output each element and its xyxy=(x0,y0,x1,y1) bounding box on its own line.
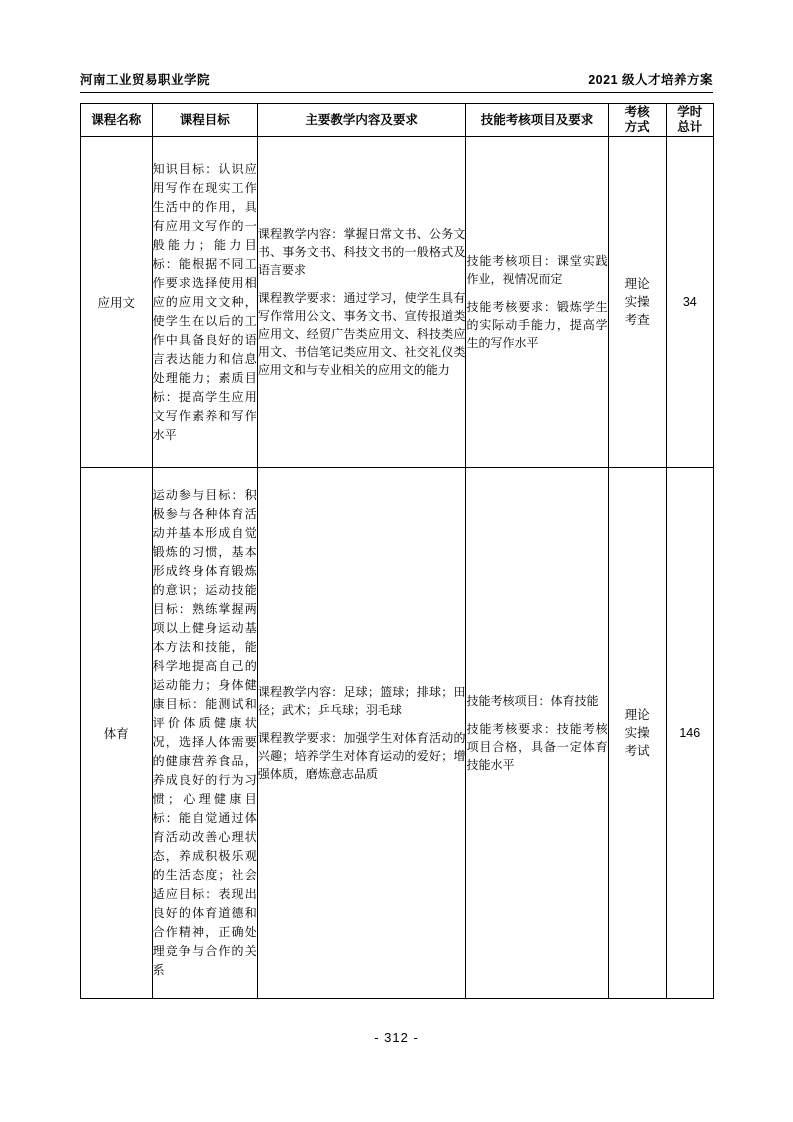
column-header-teaching-content: 主要教学内容及要求 xyxy=(257,104,466,137)
table-row xyxy=(81,137,714,468)
assessment-method xyxy=(608,468,666,999)
assessment-method-line-2: 方式 xyxy=(624,120,650,134)
column-header-course-name: 课程名称 xyxy=(81,104,153,137)
column-header-skill-assessment: 技能考核项目及要求 xyxy=(466,104,608,137)
skill-assessment xyxy=(466,137,608,468)
assessment-method-line-1: 考核 xyxy=(624,105,650,119)
column-header-assessment-method xyxy=(608,104,666,137)
assessment-method-line: 考查 xyxy=(624,313,650,327)
teaching-content xyxy=(257,468,466,999)
page-number: - 312 - xyxy=(374,1030,419,1045)
course-table xyxy=(80,103,714,999)
course-goal-text: 知识目标：认识应用写作在现实工作生活中的作用，具有应用文写作的一般能力；能力目标：能根据不同工作要求选择使用相应的应用文文种，使学生在以后的工作中具备良好的语言表达能力和信息处理能力；素质目标：提高学生应用文写作素养和写作水平 xyxy=(152,161,257,442)
total-hours-line-1: 学时 xyxy=(677,105,703,119)
teaching-content-paragraph: 课程教学内容：足球；篮球；排球；田径；武术；乒乓球；羽毛球 xyxy=(257,685,466,717)
column-header-total-hours xyxy=(666,104,713,137)
course-goal xyxy=(152,137,257,468)
page-footer xyxy=(0,1030,793,1045)
teaching-content-paragraph: 课程教学内容：掌握日常文书、公务文书、事务文书、科技文书的一般格式及语言要求 xyxy=(257,227,466,277)
course-goal xyxy=(152,468,257,999)
skill-assessment-paragraph: 技能考核要求：技能考核项目合格，具备一定体育技能水平 xyxy=(466,722,608,772)
course-name: 体育 xyxy=(81,468,153,999)
table-header-row xyxy=(81,104,714,137)
table-row xyxy=(81,468,714,999)
teaching-content xyxy=(257,137,466,468)
total-hours: 146 xyxy=(666,468,713,999)
skill-assessment-paragraph: 技能考核项目：体育技能 xyxy=(466,694,599,708)
total-hours: 34 xyxy=(666,137,713,468)
header-divider xyxy=(80,92,713,93)
total-hours-line-2: 总计 xyxy=(677,120,703,134)
skill-assessment-paragraph: 技能考核项目：课堂实践作业，视情况而定 xyxy=(466,254,608,286)
assessment-method-line: 理论 xyxy=(624,708,650,722)
skill-assessment xyxy=(466,468,608,999)
column-header-course-goal: 课程目标 xyxy=(152,104,257,137)
course-goal-text: 运动参与目标：积极参与各种体育活动并基本形成自觉锻炼的习惯，基本形成终身体育锻炼的意识；运动技能目标：熟练掌握两项以上健身运动基本方法和技能，能科学地提高自己的运动能力；身体健康目标：能测试和评价体质健康状况，选择人体需要的健康营养食品，养成良好的行为习惯；心理健康目标：能自觉通过体育活动改善心理状态，养成积极乐观的生活态度；社会适应目标：表现出良好的体育道德和合作精神，正确处理竞争与合作的关系 xyxy=(152,488,257,977)
teaching-content-paragraph: 课程教学要求：通过学习，使学生具有写作常用公文、事务文书、宣传报道类应用文、经贸广告类应用文、科技类应用文、书信笔记类应用文、社交礼仪类应用文和与专业相关的应用文的能力 xyxy=(257,291,466,377)
assessment-method-line: 实操 xyxy=(624,295,650,309)
assessment-method xyxy=(608,137,666,468)
assessment-method-line: 考试 xyxy=(624,744,650,758)
header-document-title: 2021 级人才培养方案 xyxy=(588,73,713,87)
page-header xyxy=(80,70,713,92)
course-name: 应用文 xyxy=(81,137,153,468)
assessment-method-line: 实操 xyxy=(624,726,650,740)
skill-assessment-paragraph: 技能考核要求：锻炼学生的实际动手能力，提高学生的写作水平 xyxy=(466,300,608,350)
header-institution: 河南工业贸易职业学院 xyxy=(80,73,211,87)
assessment-method-line: 理论 xyxy=(624,277,650,291)
teaching-content-paragraph: 课程教学要求：加强学生对体育活动的兴趣；培养学生对体育运动的爱好；增强体质，磨炼意志品质 xyxy=(257,731,466,781)
